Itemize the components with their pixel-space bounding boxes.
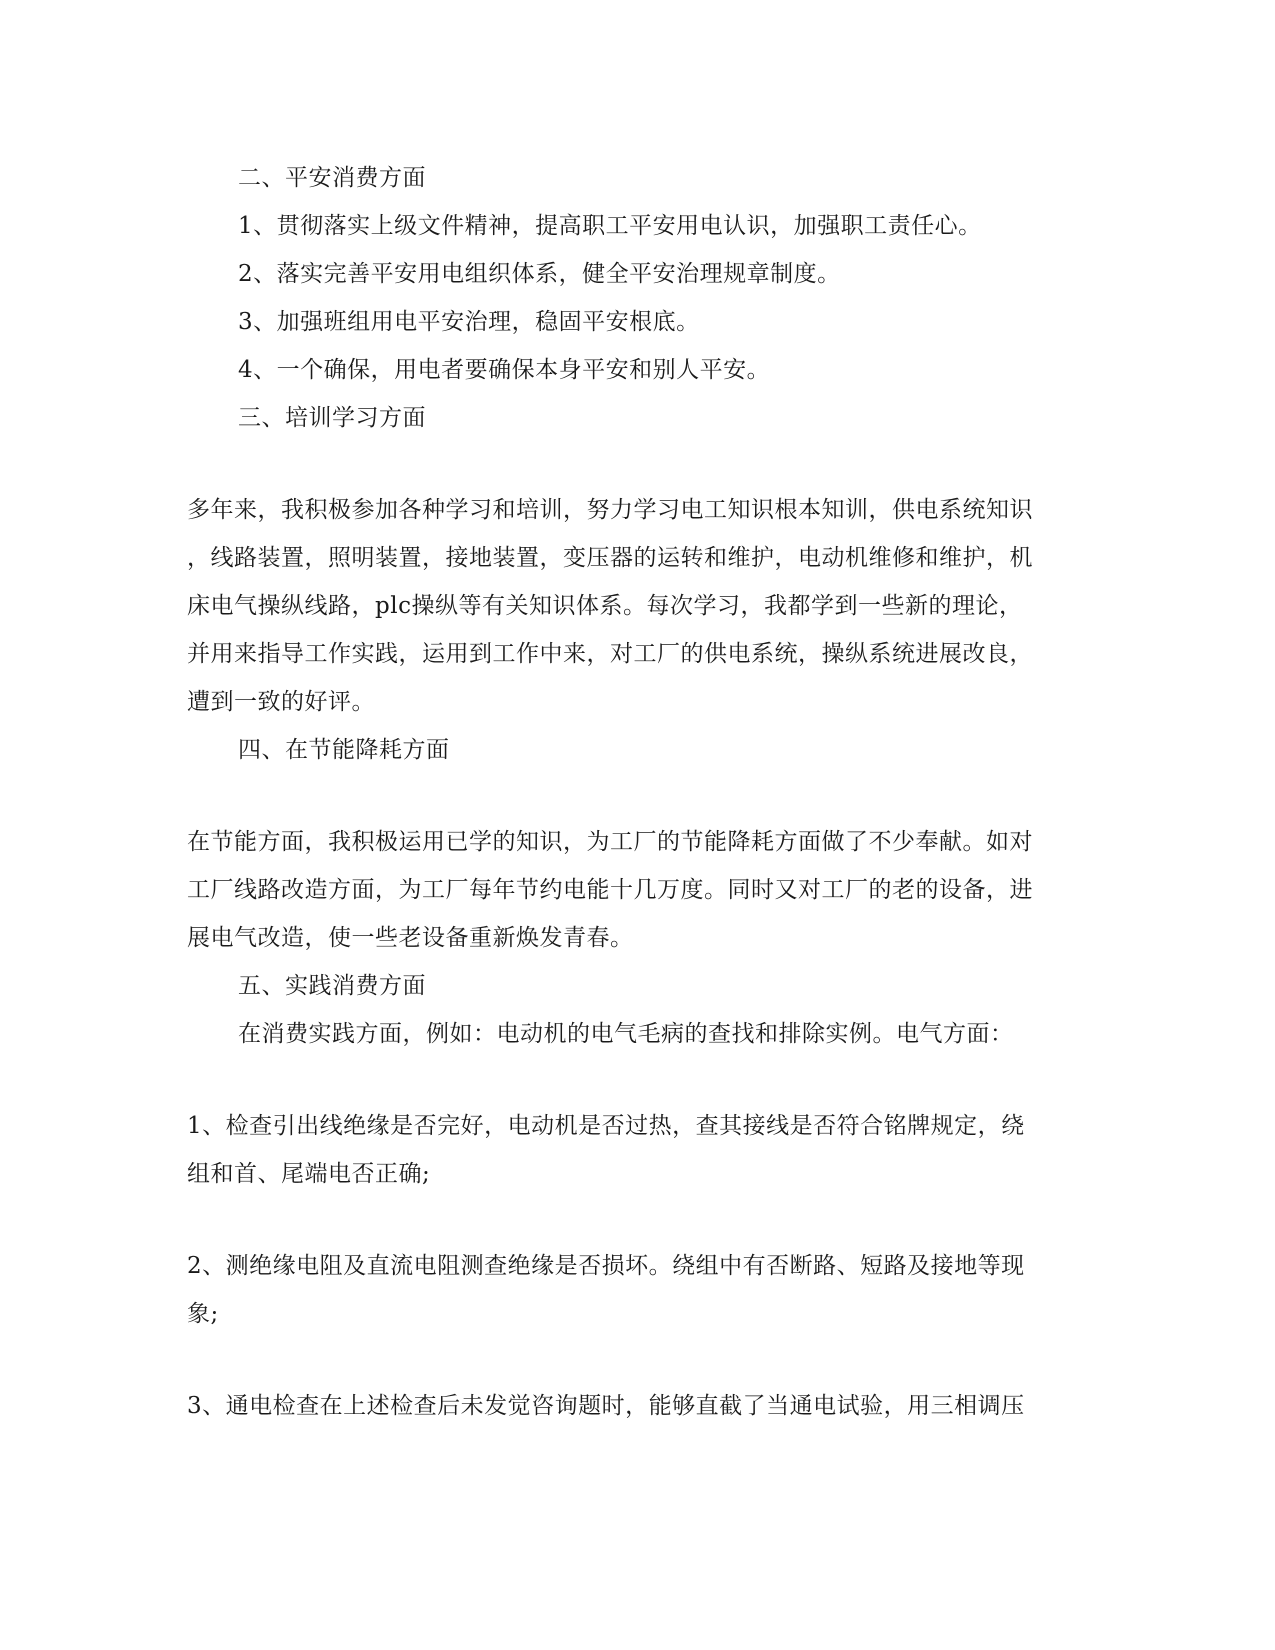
section-heading-training: 三、培训学习方面 [238, 405, 426, 431]
section-heading-energy: 四、在节能降耗方面 [238, 737, 450, 763]
paragraph-line: 并用来指导工作实践，运用到工作中来，对工厂的供电系统，操纵系统进展改良， [187, 641, 1033, 667]
paragraph-line: 在节能方面，我积极运用已学的知识，为工厂的节能降耗方面做了不少奉献。如对 [187, 829, 1033, 855]
section-heading-practice: 五、实践消费方面 [238, 973, 426, 999]
paragraph-line: 2、落实完善平安用电组织体系，健全平安治理规章制度。 [238, 261, 841, 287]
paragraph-line: 遭到一致的好评。 [187, 689, 375, 715]
paragraph-line: 展电气改造，使一些老设备重新焕发青春。 [187, 925, 634, 951]
list-item-line: 象; [187, 1301, 219, 1327]
section-heading-safety: 二、平安消费方面 [238, 165, 426, 191]
paragraph-line: 4、一个确保，用电者要确保本身平安和别人平安。 [238, 357, 771, 383]
list-item-line: 3、通电检查在上述检查后未发觉咨询题时，能够直截了当通电试验，用三相调压 [187, 1393, 1025, 1419]
paragraph-line: 在消费实践方面，例如：电动机的电气毛病的查找和排除实例。电气方面： [238, 1021, 1014, 1047]
paragraph-line: ，线路装置，照明装置，接地装置，变压器的运转和维护，电动机维修和维护，机 [187, 545, 1033, 571]
paragraph-line: 床电气操纵线路，plc操纵等有关知识体系。每次学习，我都学到一些新的理论， [187, 593, 1023, 619]
list-item-line: 组和首、尾端电否正确; [187, 1161, 431, 1187]
list-item-line: 1、检查引出线绝缘是否完好，电动机是否过热，查其接线是否符合铭牌规定，绕 [187, 1113, 1025, 1139]
list-item-line: 2、测绝缘电阻及直流电阻测查绝缘是否损坏。绕组中有否断路、短路及接地等现 [187, 1253, 1025, 1279]
paragraph-line: 多年来，我积极参加各种学习和培训，努力学习电工知识根本知训，供电系统知识 [187, 497, 1033, 523]
paragraph-line: 工厂线路改造方面，为工厂每年节约电能十几万度。同时又对工厂的老的设备，进 [187, 877, 1033, 903]
paragraph-line: 3、加强班组用电平安治理，稳固平安根底。 [238, 309, 700, 335]
paragraph-line: 1、贯彻落实上级文件精神，提高职工平安用电认识，加强职工责任心。 [238, 213, 982, 239]
